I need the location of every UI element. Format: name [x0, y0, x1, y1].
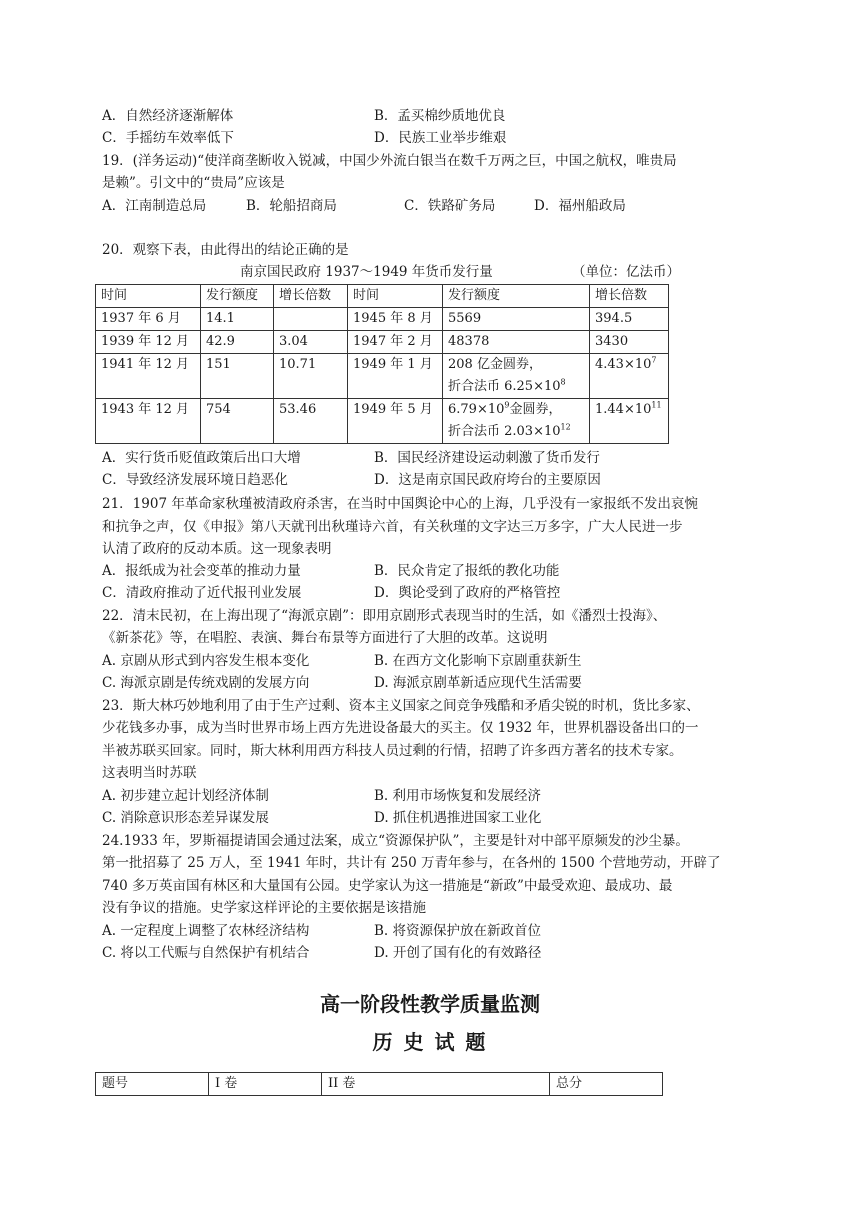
header-cell: 增长倍数	[590, 285, 669, 308]
q24-option-b: B. 将资源保护放在新政首位	[374, 923, 542, 939]
q18-option-c: C．手摇纺车效率低下	[102, 130, 234, 146]
table-cell: 1943 年 12 月	[96, 399, 201, 444]
table-row	[96, 1073, 663, 1096]
score-cell: I 卷	[209, 1073, 322, 1096]
q21-option-d: D．舆论受到了政府的严格管控	[374, 585, 561, 601]
cell-text: 折合法币 2.03×10	[448, 424, 561, 439]
q20-stem: 20．观察下表，由此得出的结论正确的是	[102, 242, 349, 258]
table-cell: 1937 年 6 月	[96, 308, 201, 331]
cell-text: 4.43×10	[595, 357, 652, 372]
q19-stem-line1: 19．(洋务运动)“使洋商垄断收入锐减，中国少外流白银当在数千万两之巨，中国之航权，唯贵局	[102, 153, 677, 169]
q19-option-b: B．轮船招商局	[246, 198, 337, 214]
table-cell: 1947 年 2 月	[348, 331, 443, 354]
table-cell: 42.9	[201, 331, 274, 354]
q23-option-a: A. 初步建立起计划经济体制	[102, 788, 269, 804]
cell-text: 金圆券，	[509, 402, 562, 417]
q21-option-b: B．民众肯定了报纸的教化功能	[374, 563, 560, 579]
q24-stem-line3: 740 多万英亩国有林区和大量国有公园。史学家认为这一措施是“新政”中最受欢迎、最成功、最	[102, 878, 673, 894]
table-cell: 14.1	[201, 308, 274, 331]
q24-option-d: D. 开创了国有化的有效路径	[374, 945, 542, 961]
q20-option-c: C．导致经济发展环境日趋恶化	[102, 472, 288, 488]
table-row	[96, 399, 669, 444]
header-cell: 发行额度	[443, 285, 590, 308]
q21-option-c: C．清政府推动了近代报刊业发展	[102, 585, 302, 601]
q22-option-d: D. 海派京剧革新适应现代生活需要	[374, 675, 582, 691]
table-cell: 5569	[443, 308, 590, 331]
table-cell: 151	[201, 354, 274, 399]
table-cell: 48378	[443, 331, 590, 354]
q23-option-b: B. 利用市场恢复和发展经济	[374, 788, 542, 804]
table-cell: 1949 年 5 月	[348, 399, 443, 444]
table-cell: 1941 年 12 月	[96, 354, 201, 399]
q20-option-a: A．实行货币贬值政策后出口大增	[102, 450, 301, 466]
exponent: 12	[560, 422, 571, 432]
q18-option-b: B．孟买棉纱质地优良	[374, 108, 506, 124]
table-cell: 1945 年 8 月	[348, 308, 443, 331]
cell-line	[448, 421, 584, 443]
q21-option-a: A．报纸成为社会变革的推动力量	[102, 563, 301, 579]
q20-table-unit: （单位：亿法币）	[572, 264, 680, 280]
score-cell: II 卷	[322, 1073, 550, 1096]
score-cell: 总分	[550, 1073, 663, 1096]
q21-stem-line1: 21．1907 年革命家秋瑾被清政府杀害，在当时中国舆论中心的上海，几乎没有一家报纸不发出哀惋	[102, 496, 698, 512]
table-cell	[443, 399, 590, 444]
cell-line: 208 亿金圆券，	[448, 357, 542, 372]
q22-option-c: C. 海派京剧是传统戏剧的发展方向	[102, 675, 310, 691]
q24-stem-line4: 没有争议的措施。史学家这样评论的主要依据是该措施	[102, 900, 426, 916]
table-cell: 394.5	[590, 308, 669, 331]
q23-option-c: C. 消除意识形态差异谋发展	[102, 810, 269, 826]
exponent: 7	[651, 355, 657, 365]
table-cell: 3430	[590, 331, 669, 354]
q19-option-a: A．江南制造总局	[102, 198, 207, 214]
q24-option-a: A. 一定程度上调整了农林经济结构	[102, 923, 310, 939]
table-cell	[590, 399, 669, 444]
cell-line	[448, 399, 584, 421]
table-header-row	[96, 285, 669, 308]
q20-table-caption: 南京国民政府 1937～1949 年货币发行量	[240, 264, 493, 280]
table-cell	[274, 308, 348, 331]
q19-stem-line2: 是赖”。引文中的“贵局”应该是	[102, 175, 285, 191]
exponent: 8	[560, 377, 566, 387]
table-cell: 3.04	[274, 331, 348, 354]
q24-option-c: C. 将以工代赈与自然保护有机结合	[102, 945, 310, 961]
q21-stem-line2: 和抗争之声，仅《申报》第八天就刊出秋瑾诗六首，有关秋瑾的文字达三万多字，广大人民进一步	[102, 519, 683, 535]
q23-option-d: D. 抓住机遇推进国家工业化	[374, 810, 542, 826]
q23-stem-line1: 23．斯大林巧妙地利用了由于生产过剩、资本主义国家之间竞争残酷和矛盾尖锐的时机，货比多家、	[102, 698, 700, 714]
table-cell: 1949 年 1 月	[348, 354, 443, 399]
cell-line	[448, 376, 584, 398]
q19-option-c: C．铁路矿务局	[404, 198, 496, 214]
q19-option-d: D．福州船政局	[534, 198, 626, 214]
q23-stem-line3: 半被苏联买回家。同时，斯大林利用西方科技人员过剩的行情，招聘了许多西方著名的技术专家。	[102, 743, 683, 759]
cell-text: 6.79×10	[448, 402, 505, 417]
header-cell: 时间	[348, 285, 443, 308]
table-row	[96, 308, 669, 331]
q22-option-b: B. 在西方文化影响下京剧重获新生	[374, 653, 582, 669]
q18-option-a: A．自然经济逐渐解体	[102, 108, 234, 124]
table-cell	[590, 354, 669, 399]
table-row	[96, 331, 669, 354]
table-cell: 53.46	[274, 399, 348, 444]
cell-text: 1.44×10	[595, 402, 652, 417]
header-cell: 发行额度	[201, 285, 274, 308]
q24-stem-line1: 24.1933 年，罗斯福提请国会通过法案，成立“资源保护队”，主要是针对中部平原频发的沙尘暴。	[102, 833, 689, 849]
header-cell: 时间	[96, 285, 201, 308]
q23-stem-line4: 这表明当时苏联	[102, 765, 197, 781]
table-cell: 1939 年 12 月	[96, 331, 201, 354]
table-row	[96, 354, 669, 399]
q22-option-a: A. 京剧从形式到内容发生根本变化	[102, 653, 310, 669]
q20-option-b: B．国民经济建设运动刺激了货币发行	[374, 450, 600, 466]
table-cell: 10.71	[274, 354, 348, 399]
table-cell	[443, 354, 590, 399]
q20-option-d: D．这是南京国民政府垮台的主要原因	[374, 472, 601, 488]
q22-stem-line2: 《新茶花》等，在唱腔、表演、舞台布景等方面进行了大胆的改革。这说明	[102, 630, 548, 646]
exponent: 9	[504, 400, 510, 410]
q18-option-d: D．民族工业举步维艰	[374, 130, 507, 146]
q23-stem-line2: 少花钱多办事，成为当时世界市场上西方先进设备最大的买主。仅 1932 年，世界机器设备出口的一	[102, 720, 699, 736]
score-cell: 题号	[96, 1073, 209, 1096]
exam-title: 高一阶段性教学质量监测	[320, 992, 540, 1016]
table-cell: 754	[201, 399, 274, 444]
q22-stem-line1: 22．清末民初，在上海出现了“海派京剧”：即用京剧形式表现当时的生活，如《潘烈士投海》、	[102, 608, 667, 624]
exam-subtitle: 历 史 试 题	[372, 1030, 488, 1054]
money-issuance-table	[95, 284, 669, 444]
score-table	[95, 1072, 663, 1096]
header-cell: 增长倍数	[274, 285, 348, 308]
exponent: 11	[651, 400, 662, 410]
q24-stem-line2: 第一批招募了 25 万人，至 1941 年时，共计有 250 万青年参与，在各州的 1500 个营地劳动，开辟了	[102, 855, 721, 871]
cell-text: 折合法币 6.25×10	[448, 379, 561, 394]
q21-stem-line3: 认清了政府的反动本质。这一现象表明	[102, 541, 332, 557]
